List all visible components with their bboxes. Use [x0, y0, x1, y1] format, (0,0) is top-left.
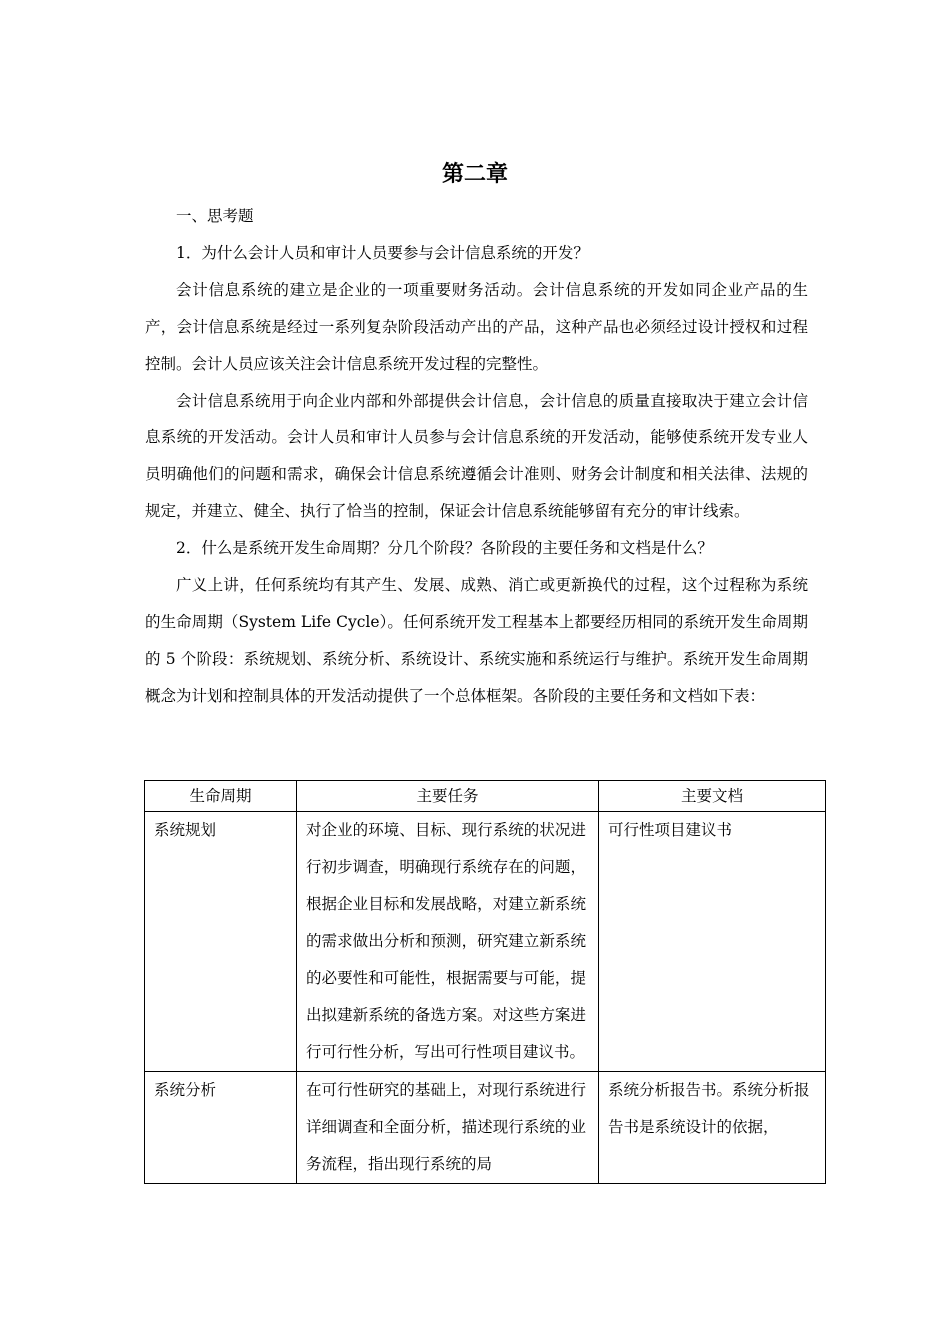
phase-cell — [145, 1072, 297, 1184]
question-1: 1．为什么会计人员和审计人员要参与会计信息系统的开发？ — [176, 243, 589, 262]
section-heading: 一、思考题 — [176, 207, 254, 225]
phase-text: 系统分析 — [154, 1081, 217, 1099]
answer-1-paragraph-2: 会计信息系统用于向企业内部和外部提供会计信息，会计信息的质量直接取决于建立会计信息系统的开发活动。会计人员和审计人员参与会计信息系统的开发活动，能够使系统开发专业人员明确他们的问题和需求，确保会计信息系统遵循会计准则、财务会计制度和相关法律、法规的规定，并建立、健全、执行了恰当的控制，保证会计信息系统能够留有充分的审计线索。 — [145, 391, 808, 521]
header-doc: 主要文档 — [599, 781, 826, 812]
header-phase: 生命周期 — [145, 781, 297, 812]
task-cell: 对企业的环境、目标、现行系统的状况进行初步调查，明确现行系统存在的问题，根据企业目标和发展战略，对建立新系统的需求做出分析和预测，研究建立新系统的必要性和可能性，根据需要与可能，提出拟建新系统的备选方案。对这些方案进行可行性分析，写出可行性项目建议书。 — [297, 812, 599, 1072]
answer-2-paragraph-1: 广义上讲，任何系统均有其产生、发展、成熟、消亡或更新换代的过程，这个过程称为系统的生命周期（System Life Cycle）。任何系统开发工程基本上都要经历相同的系统开发生命周期的 5 个阶段：系统规划、系统分析、系统设计、系统实施和系统运行与维护。系统开发生命周期概念为计划和控制具体的开发活动提供了一个总体框架。各阶段的主要任务和文档如下表： — [145, 576, 808, 705]
doc-text: 系统分析报告书。系统分析报告书是系统设计的依据， — [608, 1081, 810, 1136]
question-2: 2．什么是系统开发生命周期？分几个阶段？各阶段的主要任务和文档是什么？ — [176, 539, 713, 558]
doc-cell — [599, 1072, 826, 1184]
document-body — [145, 198, 808, 715]
lifecycle-table — [144, 780, 826, 1184]
task-cell — [297, 1072, 599, 1184]
table-row — [145, 1072, 826, 1184]
task-text: 在可行性研究的基础上，对现行系统进行详细调查和全面分析，描述现行系统的业务流程，指出现行系统的局 — [306, 1081, 586, 1173]
phase-cell: 系统规划 — [145, 812, 297, 1072]
answer-1-paragraph-1: 会计信息系统的建立是企业的一项重要财务活动。会计信息系统的开发如同企业产品的生产，会计信息系统是经过一系列复杂阶段活动产出的产品，这种产品也必须经过设计授权和过程控制。会计人员应该关注会计信息系统开发过程的完整性。 — [145, 280, 808, 373]
chapter-title: 第二章 — [441, 162, 508, 187]
table-header-row — [145, 781, 826, 812]
header-task: 主要任务 — [297, 781, 599, 812]
doc-cell: 可行性项目建议书 — [599, 812, 826, 1072]
table-row — [145, 812, 826, 1072]
